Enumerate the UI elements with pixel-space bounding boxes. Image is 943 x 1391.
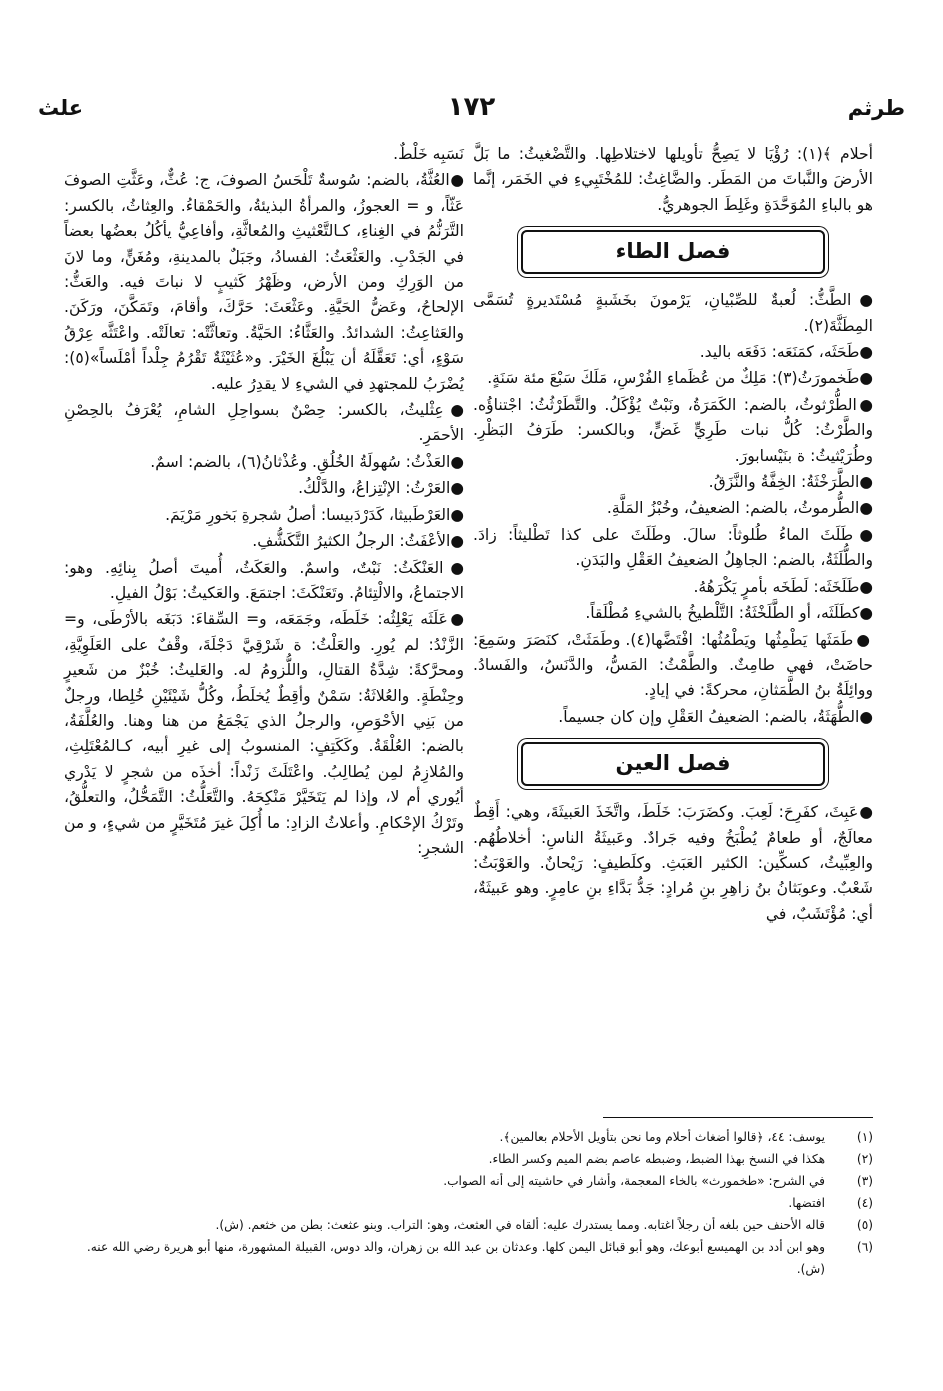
footnote-text: افتضها. — [788, 1196, 825, 1210]
running-header — [38, 92, 905, 132]
footnote-number: (٢) — [856, 1152, 873, 1166]
section-heading-ta: فصل الطاء — [521, 230, 825, 274]
entry-paragraph: ●طَلَخَثَه: لَطَخَه بأمرٍ يَكْرَهُهُ. — [693, 577, 873, 596]
footnote-number: (٣) — [856, 1174, 873, 1188]
entry-paragraph: ●طَحَثَه، كمَنَعَه: دَفَعَه باليد. — [699, 343, 873, 362]
entry-paragraph: ●الطُّرموثُ، بالضم: الضعيفُ، وخُبْزُ المَلَّةِ. — [606, 499, 873, 518]
footnote-text: وهو ابن أدد بن الهميسع أبوعك، وهو أبو قبائل اليمن كلها. وعدثان بن عبد الله بن زهران، والد دوس، القبيلة المشهورة، منها أبو هريرة رضي الله عنه. (ش). — [86, 1240, 825, 1276]
entry-paragraph: ●عِثْليثُ، بالكسر: حِصْنٌ بسواحِلِ الشامِ، يُعْرَفُ بالحِصْنِ الأحمَرِ. — [64, 401, 464, 445]
entry-paragraph: ●عَبِثَ، كفَرِحَ: لَعِبَ. وكضَرَبَ: خَلَطَ، واتَّخَذَ العَبيثَةَ، وهي: أَقِطٌ معالَجٌ، أو طعامٌ يُطْبَخُ وفيه جَرادٌ. وعَبيثَةُ الناسِ: أخلاطُهُم. والعِبِّيثُ، كسكِّين: الكثير العَبَثِ. وكلَطيفٍ: رَيْحانٌ. والعَوْبَثُ: شَعْبٌ. وعوبَثانُ بنُ زاهِرِ بنِ مُرادٍ: جَدُّ بَدَّاءِ بنِ عامِرٍ. وهو عَبيثَةٌ، أي: مُؤْتَشَبٌ، في — [473, 803, 873, 923]
entry-paragraph: ●طَلَثَ الماءُ طُلوثاً: سالَ. وطَلَثَ على كذا تَطْليثاً: زادَ. والطُّلَثَةُ، بالضم: الجاهِلُ الضعيفُ العَقْلِ والبَدَنِ. — [473, 525, 873, 570]
entry-paragraph: ●عَلَثَه يَعْلِثُه: خَلَطَه، وجَمَعَه، و= السِّقاءَ: دَبَغَه بالأرْطَى، و= الزَّنْدُ: لم يُورِ. والعَلْثُ: ة شَرْقِيَّ دَجْلَةَ، وقْفٌ على العَلَوِيَّةِ، ومحرَّكةً: شِدَّةُ القتالِ، واللُّزومُ له. والعَليثُ: خُبْزٌ من شَعيرٍ وحِنْطَةٍ. والعُلاثَةُ: سَمْنٌ وأقِطٌ يُخلَطُ، وكُلُّ شَيْئَيْنِ خُلِطا، ورجلٌ من بَنِي الأحْوَصِ، والرجلُ الذي يَجْمَعُ من هنا وهنا. والعُلَّفَةُ، بالضم: العُلْقَةُ. وكَكَتِفٍ: المنسوبُ إلى غيرِ أبيه، كـالمُعْتَلِثِ، والمُلازِمُ لمِن يُطالِبُ. واعْتَلَثَ زَنْداً: أخذَه من شجرٍ لا يَدْري أيُوري أم لا، وإذا لم يَتَخَيَّرْ مَنْكِحَهُ. والتَّعَلُّثُ: التَّمَحُّلُ، والتعلُّقُ، وتَرْكُ الإحْكامِ. وأعلاثُ الزادِ: ما أُكِلَ غيرَ مُتَخَيَّرٍ من شيءٍ، و من الشجرِ: — [64, 610, 464, 857]
entry-paragraph: ●العَنْكَثُ: نَبْتٌ، واسمٌ. والعَكَثُ، أُميتَ أصلُ بِنائِهِ. وهو: الاجتماعُ، والالْتِئامُ. وتَعَنْكَثَ: اجتمَعَ. والعَكيثُ: بَوْلُ الفيلِ. — [64, 558, 464, 602]
footnote — [68, 1214, 873, 1236]
footnote-number: (٦) — [856, 1240, 873, 1254]
entry-paragraph: ●الطُّرْثوثُ، بالضم: الكَمَرَةُ، ونَبْتٌ يُؤْكَلُ. والتَّطَرْثُثُ: اجْتناؤُه. والطَّرْثُ: كُلُّ نبات طَرِيٍّ غَضٍّ، وبالكسر: طَرَفُ البَظْرِ. وطُرَيْثيثُ: ة بنَيْسابورَ. — [473, 395, 873, 465]
footnote — [68, 1170, 873, 1192]
entry-paragraph: ●كطَلَثَه، أو الطَّلَخْثَةُ: التَّلْطيخُ بالشيءِ مُطْلَقاً. — [585, 604, 873, 623]
footnote-text: هكذا في النسخ بهذا الضبط، وضبطه عاصم بضم الميم وكسر الطاء. — [488, 1152, 825, 1166]
entry-paragraph: نَسَبِه خَلْطٌ. — [393, 145, 464, 163]
entry-paragraph: ●العَرْثُ: الإنْتِزاعُ، والدَّلْكُ. — [298, 479, 464, 498]
entry-paragraph: ●الأعْفَثُ: الرجلُ الكثيرُ التَّكَشُّفِ. — [252, 532, 464, 551]
footnote — [68, 1192, 873, 1214]
header-right-keyword: طرثم — [847, 96, 905, 120]
entry-paragraph: ●الطُّهَثَةُ، بالضم: الضعيفُ العَقْلِ وإن كان جسيماً. — [558, 707, 873, 726]
entry-paragraph: ●الطَّرَخْثَةُ: الخِفَّةُ والنَّزَقُ. — [708, 473, 873, 492]
right-column — [473, 142, 873, 928]
left-column — [64, 142, 464, 862]
entry-paragraph: ●الطَّثُّ: لُعبةٌ للصِّبْيانِ، يَرْمونَ بخَشَبةٍ مُسْتَديرةٍ تُسَمَّى المِطَثَّةَ(٢). — [473, 291, 873, 335]
footnote-number: (٥) — [856, 1218, 873, 1232]
entry-paragraph: ●العَرْطَبيثا، كَدَرْدَبيسا: أصلُ شجرةِ بَخورِ مَرْيَمَ. — [165, 505, 464, 524]
entry-paragraph: ●العُثَّةُ، بالضم: سُوسةٌ تَلْحَسُ الصوفَ، ج: عُثٌّ، وعَثَّتِ الصوفَ عَثّاً، و = العجوزُ، والمرأةُ البذيئةُ، والحَمْقاءُ. والعِثاثُ، بالكسر: التَّرَنُّمُ في الغِناءِ، كـالتَّعْثيثِ والمُعاثَّةِ، وأفاعِيُّ يأكُلُ بعضُها بعضاً في الجَدْبِ. والعَثْعَثُ: الفسادُ، وجَبَلٌ بالمدينةِ، ومُغَنٍّ، وما لانَ من الوَرِكِ ومن الأرض، وظَهْرُ كَثيبٍ لا نباتَ فيه. والعَثُّ: الإلحاحُ، وعَضُّ الحَيَّةِ. وعَثْعَثَ: حَرَّكَ، وأقامَ، وتَمَكَّنَ، ورَكَنَ. والعَثاعِثُ: الشدائدُ. والعَثَّاءُ: الحَيَّةُ. وتعاثَّتْه: تعالَتْه. واعْتَثَّه عِرْقُ سَوْءٍ، أي: تَعَقَّلَهُ أن يَبْلُغَ الخَيْرَ. و«عُثَيْثَةٌ تَقْرُمُ جِلْداً أمْلَساً»(٥): يُضْرَبُ للمجتهدِ في الشيءِ لا يقدِرُ عليه. — [64, 171, 464, 393]
page-number: ١٧٢ — [447, 92, 496, 122]
section-heading-ayn: فصل العين — [521, 742, 825, 786]
footnote — [68, 1148, 873, 1170]
entry-paragraph: ●العَذْثُ: سُهولَةُ الخُلُقِ. وعُذْثانُ(٦)، بالضم: اسمٌ. — [150, 452, 464, 471]
footnote-text: في الشرح: «طخمورث» بالخاء المعجمة، وأشار في حاشيته إلى أنه الصواب. — [443, 1174, 825, 1188]
footnote — [68, 1126, 873, 1148]
entry-paragraph: ●طَخمورَثُ(٣): مَلِكٌ من عُظَماءِ الفُرْسِ، مَلَكَ سَبْعَ مئة سَنَةٍ. — [487, 369, 873, 388]
entry-paragraph: ●طَمَثَها يَطْمِثُها ويَطْمُثُها: افْتَضَّها(٤). وطَمَثَتْ، كنَصَرَ وسَمِعَ: حاضَتْ، فهي طامِثٌ. والطَّمْثُ: المَسُّ، والدَّنَسُ، والفَسادُ. ووائِلَةُ بنُ الطَّمَثانِ، محركةً: في إيادٍ. — [473, 630, 874, 700]
footnote — [68, 1236, 873, 1280]
entry-paragraph: أحلام ﴾(١): رُؤْيَا لا يَصِحُّ تأويلها لاختلاطِها. والتَّضْغيثُ: ما بَلَّ الأرضَ والنَّباتَ من المَطَر. والضَّاغِثُ: للمُخْتَبِيءِ في الخَمَر، إنَّما هو بالباءِ المُوَحَّدَةِ وغَلِطَ الجوهريُّ. — [473, 145, 873, 214]
footnote-text: قاله الأحنف حين بلغه أن رجلاً اغتابه. ومما يستدرك عليه: ألقاه في العثعث، وهو: التراب. وبنو عثعث: بطن من خثعم. (ش). — [215, 1218, 825, 1232]
footnotes — [68, 1126, 873, 1280]
footnote-number: (١) — [856, 1130, 873, 1144]
footnote-separator — [603, 1117, 873, 1118]
header-left-keyword: علث — [38, 96, 84, 120]
footnote-number: (٤) — [856, 1196, 873, 1210]
footnote-text: يوسف: ٤٤، ﴿قالوا أضغاث أحلام وما نحن بتأويل الأحلام بعالمين﴾. — [499, 1130, 825, 1144]
